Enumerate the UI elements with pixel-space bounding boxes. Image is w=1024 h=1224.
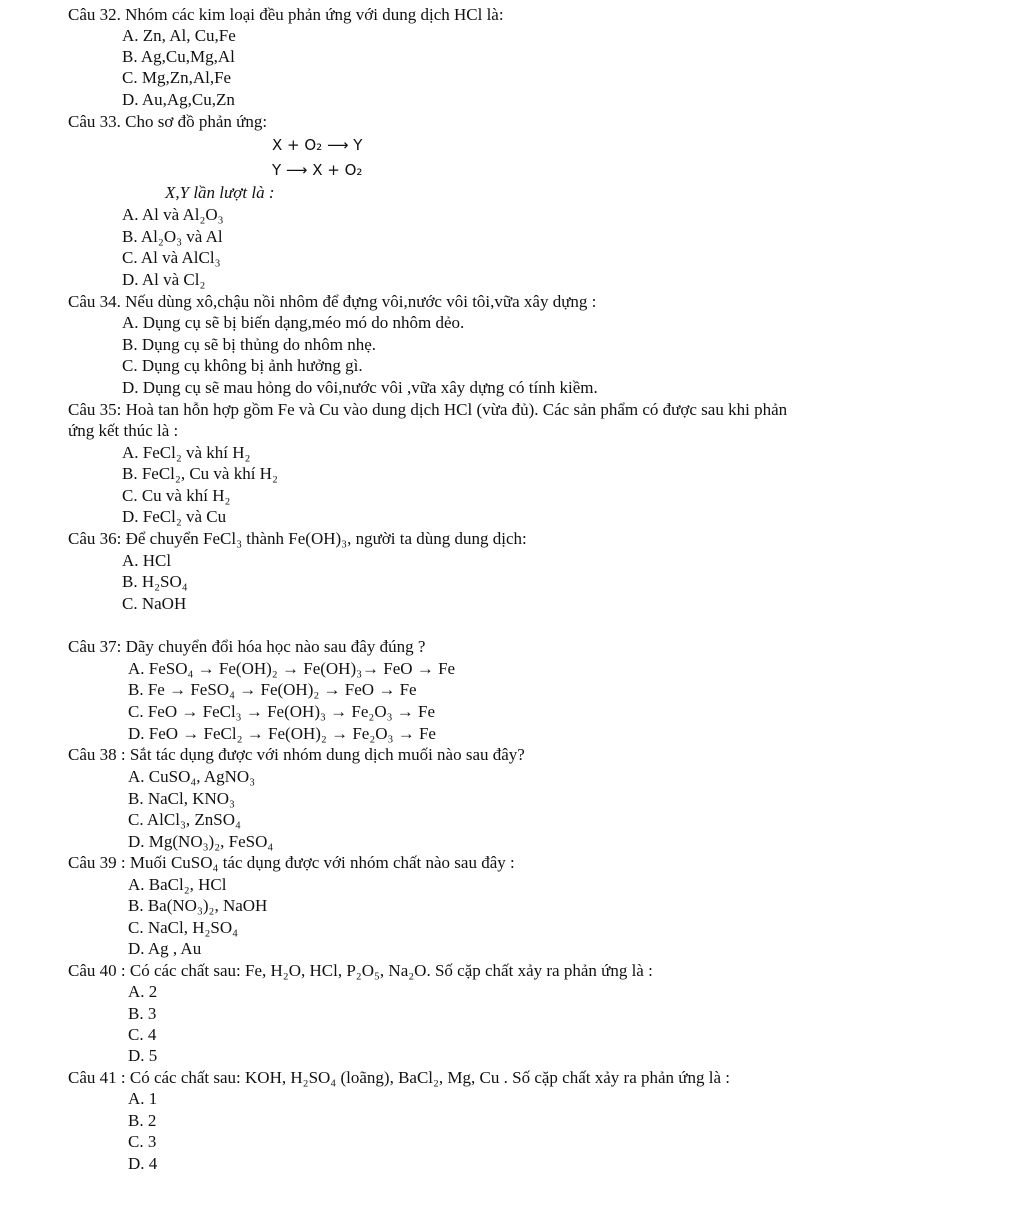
q33-reaction-2: Y ⟶ X + O₂ <box>272 161 363 179</box>
q34-option-b: B. Dụng cụ sẽ bị thủng do nhôm nhẹ. <box>122 335 377 354</box>
q35-option-d: D. FeCl₂ và Cu <box>122 507 227 526</box>
question-33-stem: Câu 33. Cho sơ đồ phản ứng: <box>68 112 268 131</box>
q32-option-d: D. Au,Ag,Cu,Zn <box>122 90 235 109</box>
q33-option-d: D. Al và Cl₂ <box>122 270 206 289</box>
q39-option-d: D. Ag , Au <box>128 939 202 958</box>
q34-option-c: C. Dụng cụ không bị ảnh hưởng gì. <box>122 356 363 375</box>
question-32-stem: Câu 32. Nhóm các kim loại đều phản ứng với dung dịch HCl là: <box>68 5 504 24</box>
q33-option-c: C. Al và AlCl₃ <box>122 248 221 267</box>
question-37-stem: Câu 37: Dãy chuyển đổi hóa học nào sau đây đúng ? <box>68 637 426 656</box>
q34-option-a: A. Dụng cụ sẽ bị biến dạng,méo mó do nhôm dẻo. <box>122 313 465 332</box>
question-39-stem: Câu 39 : Muối CuSO₄ tác dụng được với nhóm chất nào sau đây : <box>68 853 515 872</box>
q39-option-a: A. BaCl₂, HCl <box>128 875 227 894</box>
q38-option-c: C. AlCl₃, ZnSO₄ <box>128 810 241 829</box>
question-35-stem-line1: Câu 35: Hoà tan hỗn hợp gồm Fe và Cu vào dung dịch HCl (vừa đủ). Các sản phẩm có được sau khi phản <box>68 400 788 419</box>
q37-option-c: C. FeO → FeCl₃ → Fe(OH)₃ → Fe₂O₃ → Fe <box>128 702 436 721</box>
q39-option-c: C. NaCl, H₂SO₄ <box>128 918 239 937</box>
q32-option-c: C. Mg,Zn,Al,Fe <box>122 68 232 87</box>
q41-option-a: A. 1 <box>128 1089 158 1108</box>
q36-option-c: C. NaOH <box>122 594 187 613</box>
q36-option-a: A. HCl <box>122 551 172 570</box>
q35-option-b: B. FeCl₂, Cu và khí H₂ <box>122 464 278 483</box>
q38-option-b: B. NaCl, KNO₃ <box>128 789 235 808</box>
q37-option-b: B. Fe → FeSO₄ → Fe(OH)₂ → FeO → Fe <box>128 680 417 699</box>
question-35-stem-line2: ứng kết thúc là : <box>68 421 179 440</box>
q41-option-d: D. 4 <box>128 1154 158 1173</box>
q40-option-c: C. 4 <box>128 1025 157 1044</box>
q41-option-c: C. 3 <box>128 1132 157 1151</box>
q33-reaction-1: X + O₂ ⟶ Y <box>272 136 363 154</box>
q35-option-c: C. Cu và khí H₂ <box>122 486 231 505</box>
q40-option-b: B. 3 <box>128 1004 157 1023</box>
q34-option-d: D. Dụng cụ sẽ mau hỏng do vôi,nước vôi ,vữa xây dựng có tính kiềm. <box>122 378 598 397</box>
q40-option-d: D. 5 <box>128 1046 158 1065</box>
q38-option-d: D. Mg(NO₃)₂, FeSO₄ <box>128 832 274 851</box>
q33-subprompt: X,Y lần lượt là : <box>165 183 275 202</box>
q35-option-a: A. FeCl₂ và khí H₂ <box>122 443 251 462</box>
q37-option-d: D. FeO → FeCl₂ → Fe(OH)₂ → Fe₂O₃ → Fe <box>128 724 436 743</box>
q38-option-a: A. CuSO₄, AgNO₃ <box>128 767 256 786</box>
q36-option-b: B. H₂SO₄ <box>122 572 188 591</box>
q37-option-a: A. FeSO₄ → Fe(OH)₂ → Fe(OH)₃→ FeO → Fe <box>128 659 456 678</box>
q39-option-b: B. Ba(NO₃)₂, NaOH <box>128 896 268 915</box>
question-41-stem: Câu 41 : Có các chất sau: KOH, H₂SO₄ (loãng), BaCl₂, Mg, Cu . Số cặp chất xảy ra phản ứng là : <box>68 1068 731 1087</box>
q32-option-a: A. Zn, Al, Cu,Fe <box>122 26 236 45</box>
q41-option-b: B. 2 <box>128 1111 157 1130</box>
q33-option-a: A. Al và Al₂O₃ <box>122 205 224 224</box>
question-38-stem: Câu 38 : Sắt tác dụng được với nhóm dung dịch muối nào sau đây? <box>68 745 525 764</box>
question-40-stem: Câu 40 : Có các chất sau: Fe, H₂O, HCl, P₂O₅, Na₂O. Số cặp chất xảy ra phản ứng là : <box>68 961 653 980</box>
question-36-stem: Câu 36: Để chuyển FeCl₃ thành Fe(OH)₃, người ta dùng dung dịch: <box>68 529 527 548</box>
question-34-stem: Câu 34. Nếu dùng xô,chậu nồi nhôm để đựng vôi,nước vôi tôi,vữa xây dựng : <box>68 292 597 311</box>
q40-option-a: A. 2 <box>128 982 158 1001</box>
q33-option-b: B. Al₂O₃ và Al <box>122 227 223 246</box>
q32-option-b: B. Ag,Cu,Mg,Al <box>122 47 235 66</box>
